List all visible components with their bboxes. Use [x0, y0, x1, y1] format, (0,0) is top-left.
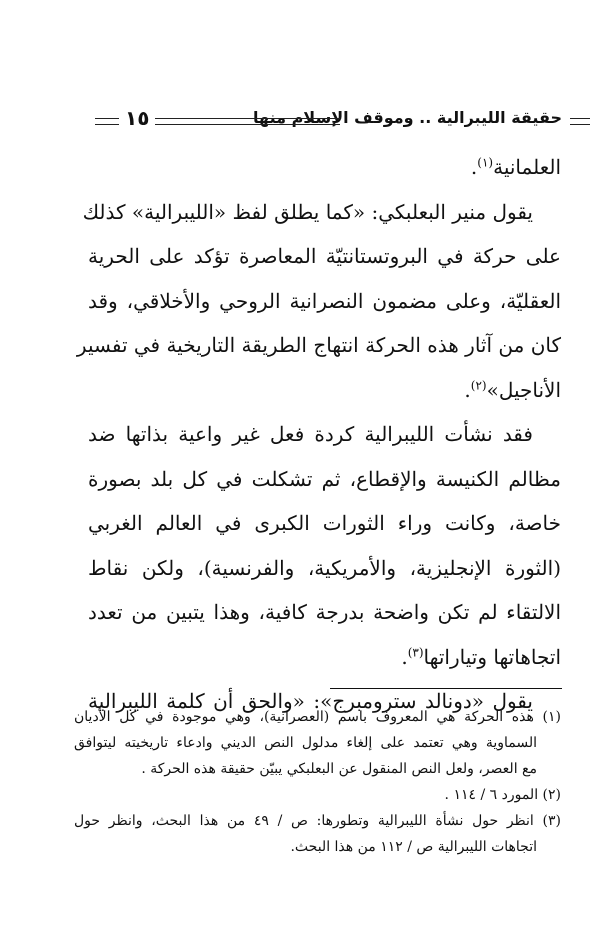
- footnotes: [74, 704, 561, 860]
- text-line: الأناجيل»$^{(٢)}$.: [464, 377, 561, 402]
- main-text: [76, 145, 561, 724]
- text-line: العقليّة، وعلى مضمون النصرانية الروحي والأخلاقي، وقد: [88, 288, 561, 313]
- text-line: العلمانية$^{(١)}$.: [470, 155, 561, 179]
- text-line: فقد نشأت الليبرالية كردة فعل غير واعية بذاتها ضد: [88, 422, 533, 446]
- header-rule-middle: [155, 118, 340, 125]
- footnote-marker: (٣): [407, 644, 424, 659]
- page-number: ١٥: [125, 106, 150, 130]
- text-line: خاصة، وكانت وراء الثورات الكبرى في العالم الغربي: [88, 511, 561, 535]
- footnote-line: السماوية وهي تعتمد على إلغاء مدلول النص الديني وادعاء تاريخيته ليتوافق: [74, 735, 537, 751]
- running-header: [95, 108, 562, 134]
- footnote-line: (١) هذه الحركة هي المعروف باسم (العصرانية)، وهي موجودة في كل الأديان: [74, 709, 561, 725]
- footnote-line: (٢) المورد ٦ / ١١٤ .: [444, 787, 561, 803]
- running-title: حقيقة الليبرالية .. وموقف الإسلام منها: [253, 108, 562, 127]
- text-line: اتجاهاتها وتياراتها$^{(٣)}$.: [401, 644, 561, 669]
- text-line: يقول منير البعلبكي: «كما يطلق لفظ «الليبرالية» كذلك: [82, 199, 533, 224]
- text-line: يقول «دونالد سترومبرج»: «والحق أن كلمة الليبرالية: [88, 689, 533, 713]
- footnote-marker: (٢): [470, 377, 487, 392]
- footnote-marker: (١): [477, 155, 494, 170]
- footnote-line: اتجاهات الليبرالية ص / ١١٢ من هذا البحث.: [290, 839, 537, 855]
- text-line: على حركة في البروتستانتيّة المعاصرة تؤكد على الحرية: [88, 244, 561, 268]
- text-line: الالتقاء لم تكن واضحة بدرجة كافية، وهذا يتبين من تعدد: [88, 600, 561, 624]
- header-rule-left: [95, 118, 119, 125]
- footnote-line: (٣) انظر حول نشأة الليبرالية وتطورها: ص / ٤٩ من هذا البحث، وانظر حول: [74, 813, 561, 829]
- header-rule-right: [570, 118, 590, 125]
- text-line: كان من آثار هذه الحركة انتهاج الطريقة التاريخية في تفسير: [76, 333, 561, 357]
- footnote-line: مع العصر، ولعل النص المنقول عن البعلبكي يبيّن حقيقة هذه الحركة .: [141, 761, 537, 777]
- text-line: مظالم الكنيسة والإقطاع، ثم تشكلت في كل بلد بصورة: [88, 466, 561, 491]
- text-line: (الثورة الإنجليزية، والأمريكية، والفرنسية)، ولكن نقاط: [88, 555, 561, 580]
- footnote-separator: [330, 688, 562, 689]
